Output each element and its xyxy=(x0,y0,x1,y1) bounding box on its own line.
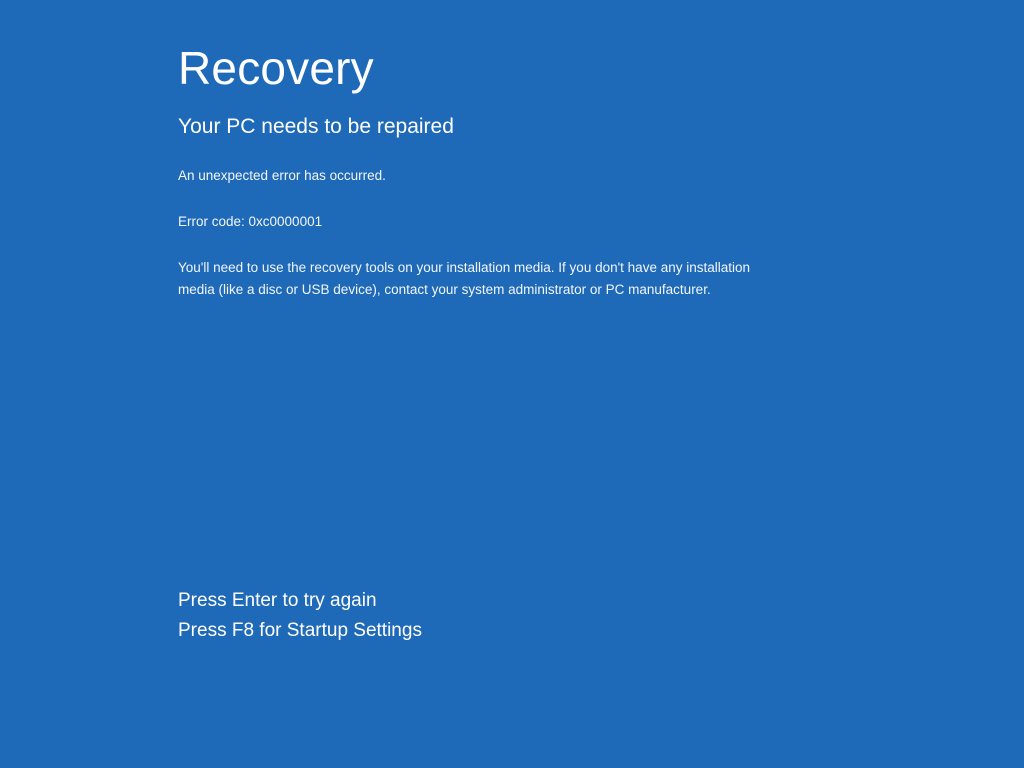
recovery-footer xyxy=(178,586,878,647)
error-message: An unexpected error has occurred. xyxy=(178,167,386,183)
recovery-subtitle: Your PC needs to be repaired xyxy=(178,115,454,139)
recovery-instructions: You'll need to use the recovery tools on your installation media. If you don't have any installation media (like a disc or USB device), contact your system administrator or PC manufacturer. xyxy=(178,260,751,298)
page-title: Recovery xyxy=(178,42,374,94)
press-f8-hint: Press F8 for Startup Settings xyxy=(178,620,422,642)
error-code: Error code: 0xc0000001 xyxy=(178,213,323,229)
press-enter-hint: Press Enter to try again xyxy=(178,590,377,611)
recovery-content xyxy=(178,44,878,302)
